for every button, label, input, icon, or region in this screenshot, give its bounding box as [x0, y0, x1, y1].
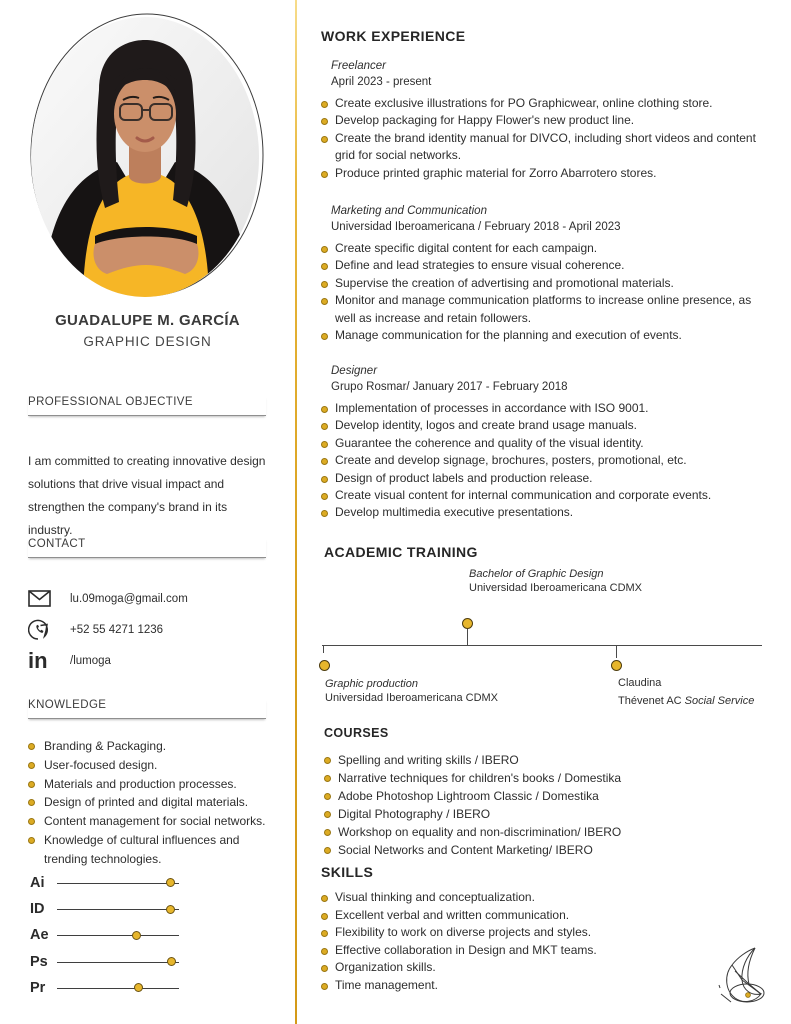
bullet-icon: [321, 458, 328, 465]
job-bullet-text: Develop identity, logos and create brand usage manuals.: [335, 418, 637, 433]
job-bullet: [321, 400, 773, 417]
software-skill-track: [57, 883, 179, 884]
knowledge-item-text: Design of printed and digital materials.: [44, 795, 249, 810]
timeline-line: [322, 645, 762, 646]
job-bullet-text: Implementation of processes in accordance with ISO 9001.: [335, 401, 649, 415]
job-bullet-text: Monitor and manage communication platforms to increase online presence, as well as increase and retain followers.: [335, 293, 752, 325]
bullet-icon: [321, 298, 328, 305]
knowledge-item-text: Materials and production processes.: [44, 776, 237, 791]
software-skill-knob-icon: [166, 878, 175, 887]
knowledge-item-text: Content management for social networks.: [44, 814, 266, 829]
degree-detail: Thévenet AC Social Service: [618, 695, 755, 707]
job-bullet-text: Create visual content for internal communication and corporate events.: [335, 488, 712, 503]
software-skill-knob-icon: [134, 983, 143, 992]
job-bullet-text: Define and lead strategies to ensure visual coherence.: [335, 258, 625, 273]
job-bullet-text: Create exclusive illustrations for PO Graphicwear, online clothing store.: [335, 96, 713, 110]
timeline-entry-graphic-production: [325, 678, 498, 705]
knowledge-item: [28, 793, 278, 812]
degree-school: Claudina: [618, 677, 662, 689]
course-item-text: Social Networks and Content Marketing/ IBERO: [338, 843, 593, 857]
skill-item-text: Flexibility to work on diverse projects and styles.: [335, 925, 592, 940]
whatsapp-value[interactable]: +52 55 4271 1236: [70, 623, 164, 636]
software-skill-row: [30, 979, 270, 997]
bullet-icon: [321, 493, 328, 500]
knowledge-list: [28, 737, 278, 869]
job-bullet-text: Guarantee the coherence and quality of the visual identity.: [335, 435, 644, 450]
skill-item: [321, 977, 761, 995]
job-bullets: [321, 400, 773, 522]
timeline-stem: [467, 628, 468, 645]
software-skill-track: [57, 962, 179, 963]
bullet-icon: [324, 757, 331, 764]
timeline-stem: [616, 645, 617, 658]
skill-item-text: Visual thinking and conceptualization.: [335, 890, 535, 904]
contact-linkedin-row: [28, 645, 268, 676]
job-bullet: [321, 435, 773, 452]
skill-item: [321, 959, 761, 977]
courses-list: [324, 751, 764, 859]
bullet-icon: [321, 441, 328, 448]
job-bullet: [321, 327, 773, 344]
job-bullets: [321, 95, 773, 182]
bullet-icon: [321, 101, 328, 108]
course-item-text: Narrative techniques for children's books / Domestika: [338, 771, 622, 785]
objective-text: I am committed to creating innovative design solutions that drive visual impact and strengthen the company's brand in its industry.: [28, 454, 266, 537]
bullet-icon: [28, 837, 35, 844]
job-meta: Universidad Iberoamericana / February 2018 - April 2023: [331, 221, 621, 233]
bullet-icon: [324, 829, 331, 836]
job-bullet: [321, 130, 773, 165]
job-bullet-text: Develop packaging for Happy Flower's new product line.: [335, 113, 635, 128]
bullet-icon: [28, 818, 35, 825]
contact-email-row: [28, 583, 268, 614]
software-skill-sliders: [30, 874, 270, 1005]
job-meta: April 2023 - present: [331, 76, 432, 88]
job-bullet: [321, 257, 773, 274]
knowledge-heading: KNOWLEDGE: [28, 699, 266, 719]
course-item: [324, 805, 764, 823]
job-bullets: [321, 240, 773, 344]
bullet-icon: [321, 895, 328, 902]
course-item-text: Workshop on equality and non-discrimination/ IBERO: [338, 825, 622, 839]
bullet-icon: [28, 799, 35, 806]
software-skill-row: [30, 900, 270, 918]
job-bullet-text: Develop multimedia executive presentations.: [335, 505, 574, 520]
degree-school: Universidad Iberoamericana CDMX: [325, 691, 499, 704]
contact-whatsapp-row: [28, 614, 268, 645]
course-item: [324, 841, 764, 859]
job-bullet-text: Supervise the creation of advertising and promotional materials.: [335, 275, 674, 290]
bullet-icon: [324, 847, 331, 854]
bullet-icon: [321, 118, 328, 125]
job-bullet-text: Produce printed graphic material for Zorro Abarrotero stores.: [335, 165, 657, 180]
course-item-text: Adobe Photoshop Lightroom Classic / Domestika: [338, 789, 599, 803]
profile-photo: [25, 12, 267, 302]
skill-item-text: Effective collaboration in Design and MKT teams.: [335, 942, 597, 957]
timeline-entry-bachelor: [469, 568, 642, 595]
portrait-illustration: [25, 12, 267, 302]
person-name: GUADALUPE M. GARCÍA: [55, 312, 240, 329]
email-value[interactable]: lu.09moga@gmail.com: [70, 592, 188, 605]
job-bullet: [321, 275, 773, 292]
knowledge-item-text: Knowledge of cultural influences and trending technologies.: [44, 832, 240, 866]
degree-title: Graphic production: [325, 678, 418, 690]
job-bullet-text: Create the brand identity manual for DIVCO, including short videos and content grid for social networks.: [335, 130, 756, 163]
knowledge-item-text: Branding & Packaging.: [44, 739, 167, 753]
timeline-dot-icon: [611, 660, 622, 671]
contact-list: [28, 583, 268, 676]
knowledge-item: [28, 775, 278, 794]
job-bullet: [321, 504, 773, 521]
job-role: Designer: [331, 365, 378, 377]
job-bullet: [321, 292, 773, 327]
job-bullet: [321, 452, 773, 469]
bullet-icon: [321, 983, 328, 990]
job-role: Freelancer: [331, 60, 386, 72]
job-bullet-text: Create specific digital content for each campaign.: [335, 241, 598, 255]
job-freelancer: [321, 60, 773, 182]
person-role: GRAPHIC DESIGN: [83, 334, 212, 349]
job-bullet: [321, 95, 773, 112]
bullet-icon: [321, 281, 328, 288]
job-bullet: [321, 470, 773, 487]
course-item-text: Digital Photography / IBERO: [338, 807, 491, 821]
bullet-icon: [321, 406, 328, 413]
gold-divider: [295, 0, 297, 1024]
job-role: Marketing and Communication: [331, 205, 487, 217]
sidebar: [0, 0, 295, 1024]
job-meta: Grupo Rosmar/ January 2017 - February 2018: [331, 381, 568, 393]
knowledge-item: [28, 756, 278, 775]
skill-item-text: Excellent verbal and written communication.: [335, 907, 570, 922]
knowledge-item: [28, 737, 278, 756]
bullet-icon: [324, 793, 331, 800]
bullet-icon: [321, 510, 328, 517]
course-item: [324, 823, 764, 841]
skill-item: [321, 889, 761, 907]
bullet-icon: [321, 136, 328, 143]
job-bullet: [321, 240, 773, 257]
skills-list: [321, 889, 761, 995]
job-designer: [321, 365, 773, 522]
skill-item: [321, 907, 761, 925]
course-item: [324, 787, 764, 805]
skill-item: [321, 942, 761, 960]
software-skill-knob-icon: [166, 905, 175, 914]
software-skill-row: [30, 953, 270, 971]
moon-logo-icon: [709, 938, 781, 1012]
bullet-icon: [321, 476, 328, 483]
software-skill-label: Ps: [30, 953, 48, 970]
timeline-dot-icon: [462, 618, 473, 629]
software-skill-knob-icon: [132, 931, 141, 940]
software-skill-row: [30, 874, 270, 892]
bullet-icon: [321, 913, 328, 920]
course-item: [324, 769, 764, 787]
bullet-icon: [324, 811, 331, 818]
knowledge-item: [28, 812, 278, 831]
skill-item: [321, 924, 761, 942]
objective-heading: PROFESSIONAL OBJECTIVE: [28, 396, 266, 416]
software-skill-track: [57, 935, 179, 936]
course-item: [324, 751, 764, 769]
degree-title: Bachelor of Graphic Design: [469, 568, 604, 580]
software-skill-label: Ae: [30, 927, 49, 944]
courses-heading: COURSES: [324, 726, 389, 740]
software-skill-label: ID: [30, 901, 45, 918]
work-experience-heading: WORK EXPERIENCE: [321, 28, 466, 44]
bullet-icon: [324, 775, 331, 782]
email-icon: [28, 590, 70, 607]
bullet-icon: [28, 781, 35, 788]
bullet-icon: [321, 948, 328, 955]
job-bullet: [321, 112, 773, 129]
software-skill-row: [30, 926, 270, 944]
main-content: [321, 0, 773, 1024]
timeline-entry-social-service: [618, 674, 754, 710]
job-bullet-text: Create and develop signage, brochures, posters, promotional, etc.: [335, 453, 687, 468]
knowledge-item: [28, 831, 278, 869]
job-bullet: [321, 417, 773, 434]
knowledge-item-text: User-focused design.: [44, 757, 158, 772]
software-skill-track: [57, 988, 179, 989]
course-item-text: Spelling and writing skills / IBERO: [338, 753, 519, 767]
software-skill-track: [57, 909, 179, 910]
job-bullet-text: Manage communication for the planning and execution of events.: [335, 328, 682, 343]
linkedin-icon: in: [28, 647, 48, 673]
bullet-icon: [321, 965, 328, 972]
timeline-stem: [323, 645, 324, 653]
timeline-dot-icon: [319, 660, 330, 671]
bullet-icon: [321, 246, 328, 253]
software-skill-label: Pr: [30, 979, 46, 996]
whatsapp-icon: [28, 618, 70, 642]
skill-item-text: Organization skills.: [335, 960, 436, 975]
linkedin-value[interactable]: /lumoga: [70, 654, 111, 667]
contact-heading: CONTACT: [28, 538, 266, 558]
job-bullet: [321, 165, 773, 182]
skill-item-text: Time management.: [335, 977, 438, 992]
degree-school: Universidad Iberoamericana CDMX: [469, 581, 643, 594]
bullet-icon: [28, 762, 35, 769]
software-skill-label: Ai: [30, 875, 45, 891]
skills-heading: SKILLS: [321, 864, 374, 880]
bullet-icon: [321, 171, 328, 178]
bullet-icon: [321, 423, 328, 430]
academic-training-heading: ACADEMIC TRAINING: [324, 544, 478, 560]
bullet-icon: [321, 930, 328, 937]
bullet-icon: [321, 333, 328, 340]
job-marketing: [321, 205, 773, 344]
job-bullet: [321, 487, 773, 504]
academic-timeline: [321, 566, 773, 721]
bullet-icon: [28, 743, 35, 750]
software-skill-knob-icon: [167, 957, 176, 966]
bullet-icon: [321, 263, 328, 270]
job-bullet-text: Design of product labels and production release.: [335, 470, 593, 485]
